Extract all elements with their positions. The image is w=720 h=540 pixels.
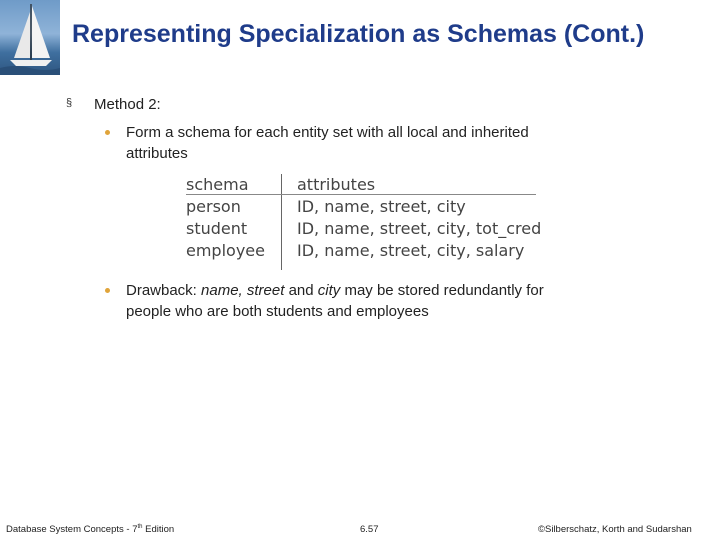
sailboat-logo-icon <box>0 0 60 75</box>
bullet-method-2: Method 2: <box>94 96 161 113</box>
table-cell-schema: employee <box>186 241 265 260</box>
square-bullet-icon: § <box>66 97 73 109</box>
table-cell-attributes: ID, name, street, city, salary <box>297 241 525 260</box>
footer-book-title-main: Database System Concepts - 7 <box>6 524 138 536</box>
table-cell-schema: person <box>186 197 241 216</box>
footer-book-title-sup: th <box>137 524 143 530</box>
bullet-drawback <box>126 280 544 322</box>
drawback-mid: and <box>284 282 318 299</box>
footer-copyright: ©Silberschatz, Korth and Sudarshan <box>538 524 692 535</box>
bullet-form-schema-line1: Form a schema for each entity set with all local and inherited <box>126 124 529 141</box>
bullet-dot-icon <box>105 130 110 135</box>
bullet-form-schema-line2: attributes <box>126 145 188 162</box>
drawback-prefix: Drawback: <box>126 282 202 299</box>
bullet-drawback-line1 <box>126 280 544 301</box>
bullet-drawback-line2: people who are both students and employees <box>126 303 429 320</box>
bullet-dot-icon <box>105 288 110 293</box>
bullet-form-schema <box>126 122 529 164</box>
drawback-suffix: may be stored redundantly for <box>340 282 544 299</box>
table-cell-schema: student <box>186 219 248 238</box>
drawback-italic-attrs: name, street <box>201 282 285 299</box>
table-header-attributes: attributes <box>297 175 376 194</box>
footer-book-title <box>6 524 174 535</box>
table-header-schema: schema <box>186 175 249 194</box>
footer-book-title-tail: Edition <box>142 524 175 536</box>
table-header-divider <box>186 194 536 195</box>
footer-page-number: 6.57 <box>360 524 379 535</box>
drawback-italic-city: city <box>317 282 341 299</box>
table-cell-attributes: ID, name, street, city <box>297 197 466 216</box>
table-column-divider <box>281 174 282 270</box>
table-cell-attributes: ID, name, street, city, tot_cred <box>297 219 542 238</box>
slide-title: Representing Specialization as Schemas (Cont.) <box>72 20 645 48</box>
